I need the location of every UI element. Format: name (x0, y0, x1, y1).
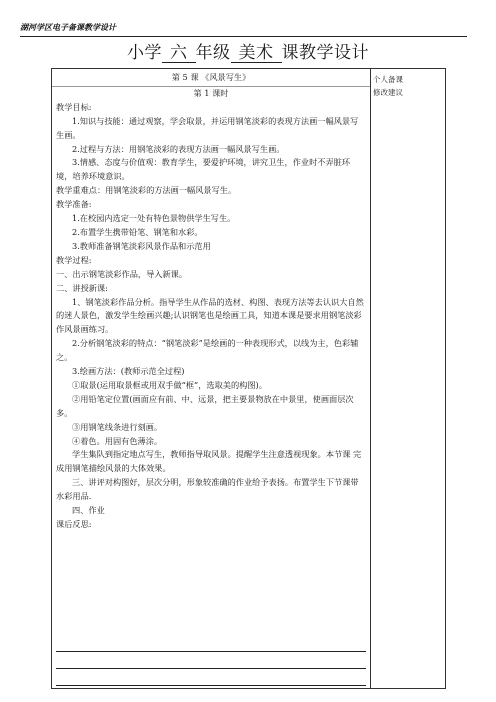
page-header: 湖河学区电子备课教学设计 (20, 22, 467, 37)
body-paragraph: 3.教师准备钢笔淡彩风景作品和示范用 (72, 240, 211, 251)
body-paragraph: 一、出示钢笔淡彩作品，导入新课。 (56, 268, 188, 279)
body-paragraph: 3.绘画方法：(教师示范全过程) (72, 366, 185, 377)
reflection-lines (56, 635, 366, 686)
title-prefix: 小学 (127, 43, 162, 63)
title-subject: 美术 (231, 44, 282, 63)
title-suffix: 课教学设计 (281, 43, 369, 63)
side-column (371, 69, 445, 688)
body-paragraph: ②用铅笔定位置(画面应有前、中、远景，把主要景物放在中景里，使画面层次多。 (56, 393, 354, 418)
lesson-period: 第 1 课时 (193, 87, 229, 98)
lesson-table (51, 68, 446, 689)
body-paragraph: 2.过程与方法：用钢笔淡彩的表现方法画一幅风景写生画。 (72, 143, 285, 154)
body-paragraph: 3.情感、态度与价值观：教育学生，要爱护环境，讲究卫生，作业时不弄脏环境，培养环境意识。 (56, 157, 351, 182)
body-paragraph: 2.分析钢笔淡彩的特点：“钢笔淡彩”是绘画的一种表现形式，以线为主，色彩辅之。 (56, 338, 359, 363)
body-paragraph: 2.布置学生携带铅笔、钢笔和水彩。 (72, 226, 203, 237)
body-paragraph: ③用钢笔线条进行刻画。 (72, 421, 163, 432)
body-paragraph: ④着色。用固有色薄涂。 (72, 435, 163, 446)
reflection-line[interactable] (56, 669, 366, 686)
body-paragraph: 1.在校园内选定一处有特色景物供学生写生。 (72, 213, 236, 224)
title-grade: 六 (162, 44, 196, 63)
lesson-title: 第 5 课 《风景写生》 (52, 71, 370, 87)
reflection-line[interactable] (56, 635, 366, 652)
body-paragraph: 教学准备: (56, 199, 92, 210)
body-paragraph: 二、讲授新课: (56, 282, 108, 293)
body-paragraph: 课后反思: (56, 519, 92, 529)
lesson-content (52, 69, 370, 532)
body-paragraph: 教学过程: (56, 254, 92, 265)
body-paragraph: 1、钢笔淡彩作品分析。指导学生从作品的选材、构图、表现方法等去认识大自然的迷人景色，激发学生绘画兴趣;认识钢笔也是绘画工具，知道本课是要求用钢笔淡彩作风景画练习。 (56, 296, 364, 335)
main-column (52, 69, 371, 688)
lesson-body (56, 101, 366, 532)
body-paragraph: 教学目标: (56, 101, 92, 112)
body-paragraph: 四、作业 (72, 505, 105, 516)
reflection-line[interactable] (56, 652, 366, 669)
body-paragraph: 学生集队到指定地点写生，教师指导取风景。提醒学生注意透视现象。本节课 完成用钢笔描绘风景的大体效果。 (56, 449, 362, 474)
body-paragraph: 教学重难点：用钢笔淡彩的方法画一幅风景写生。 (56, 185, 237, 196)
body-paragraph: 1.知识与技能：通过观察，学会取景，并运用钢笔淡彩的表现方法画一幅风景写生画。 (56, 115, 359, 140)
page-title (0, 38, 496, 63)
title-mid: 年级 (195, 43, 231, 63)
personal-prep-label: 个人备课 (373, 75, 403, 84)
body-paragraph: ①取景(运用取景框或用双手做“框”，选取美的构图)。 (72, 379, 267, 390)
revision-suggestion-label: 修改建议 (373, 88, 403, 97)
body-paragraph: 三、讲评对构图好，层次分明，形象较准确的作业给予表扬。布置学生下节课带水彩用品. (56, 477, 359, 502)
